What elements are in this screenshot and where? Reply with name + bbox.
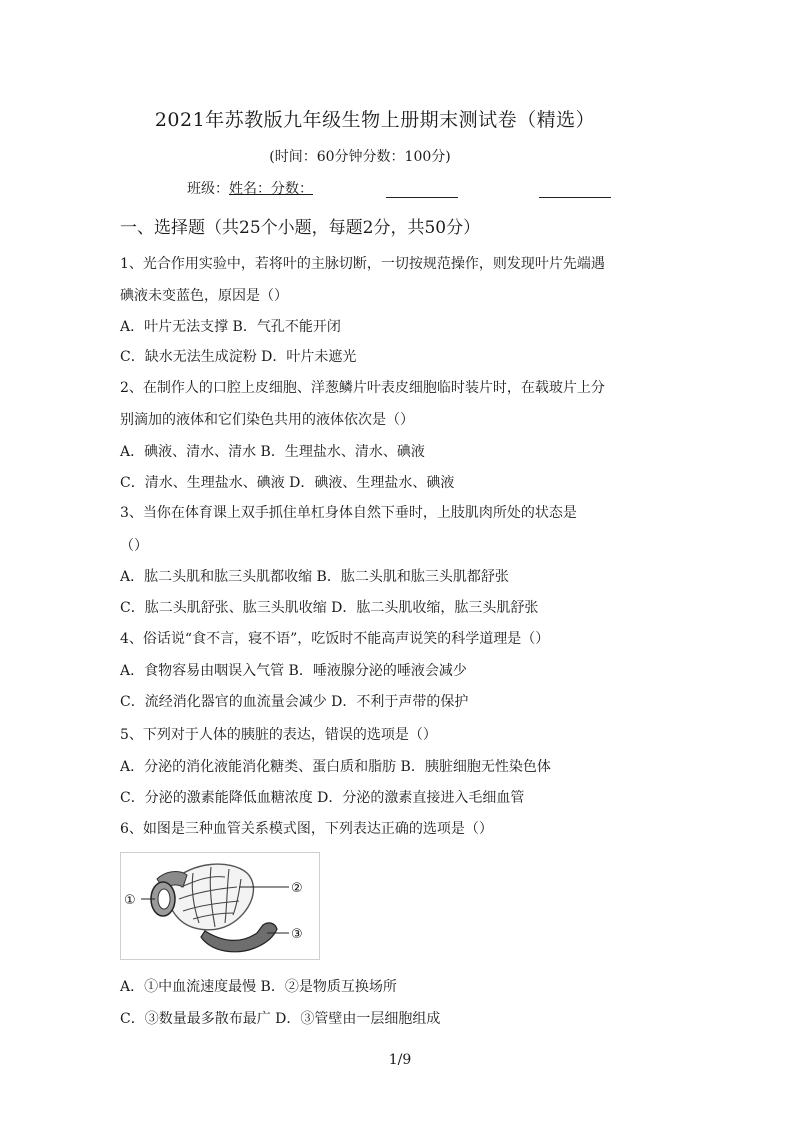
- question-3-options-cd: C．肱二头肌舒张、肱三头肌收缩 D．肱二头肌收缩，肱三头肌舒张: [120, 600, 539, 616]
- question-1-stem-line-1: 1、光合作用实验中，若将叶的主脉切断，一切按规范操作，则发现叶片先端遇: [120, 256, 605, 272]
- blood-vessel-illustration: [121, 853, 319, 959]
- blank-line-2: [539, 197, 611, 198]
- question-4-options-ab: A．食物容易由咽误入气管 B．唾液腺分泌的唾液会减少: [120, 663, 467, 679]
- question-4-options-cd: C．流经消化器官的血流量会减少 D．不利于声带的保护: [120, 694, 469, 710]
- page-number: 1/9: [388, 1052, 412, 1068]
- blank-line-1: [386, 197, 458, 198]
- question-4-stem: 4、俗话说“食不言，寝不语”，吃饭时不能高声说笑的科学道理是（）: [120, 631, 550, 647]
- name-score-label: 姓名：分数：: [229, 181, 313, 197]
- question-1-stem-line-2: 碘液未变蓝色，原因是（）: [120, 288, 288, 304]
- question-5-options-cd: C．分泌的激素能降低血糖浓度 D．分泌的激素直接进入毛细血管: [120, 790, 525, 806]
- question-2-options-cd: C．清水、生理盐水、碘液 D．碘液、生理盐水、碘液: [120, 475, 455, 491]
- question-3-stem-line-1: 3、当你在体育课上双手抓住单杠身体自然下垂时，上肢肌肉所处的状态是: [120, 505, 577, 521]
- question-1-options-cd: C．缺水无法生成淀粉 D．叶片未遮光: [120, 349, 357, 365]
- exam-info: (时间：60分钟分数：100分): [269, 149, 451, 165]
- question-3-stem-line-2: （）: [120, 538, 148, 554]
- class-label: 班级：: [187, 181, 229, 197]
- question-5-stem: 5、下列对于人体的胰脏的表达，错误的选项是（）: [120, 727, 437, 743]
- question-1-options-ab: A．叶片无法支撑 B．气孔不能开闭: [120, 319, 341, 335]
- blood-vessel-diagram: [120, 852, 320, 960]
- question-2-stem-line-2: 别滴加的液体和它们染色共用的液体依次是（）: [120, 412, 414, 428]
- question-2-stem-line-1: 2、在制作人的口腔上皮细胞、洋葱鳞片叶表皮细胞临时装片时，在载玻片上分: [120, 380, 605, 396]
- student-info-line: [187, 178, 313, 198]
- question-3-options-ab: A．肱二头肌和肱三头肌都收缩 B．肱二头肌和肱三头肌都舒张: [120, 569, 509, 585]
- question-6-options-ab: A．①中血流速度最慢 B．②是物质互换场所: [120, 979, 397, 995]
- question-2-options-ab: A．碘液、清水、清水 B．生理盐水、清水、碘液: [120, 444, 425, 460]
- question-5-options-ab: A．分泌的消化液能消化糖类、蛋白质和脂肪 B．胰脏细胞无性染色体: [120, 759, 551, 775]
- label-2: ②: [291, 881, 303, 896]
- page-title: 2021年苏教版九年级生物上册期末测试卷（精选）: [154, 109, 596, 131]
- section-title: 一、选择题（共25个小题，每题2分，共50分）: [120, 218, 481, 238]
- label-1: ①: [124, 893, 136, 908]
- label-3: ③: [291, 927, 303, 942]
- question-6-options-cd: C．③数量最多散布最广 D．③管壁由一层细胞组成: [120, 1011, 441, 1027]
- question-6-stem: 6、如图是三种血管关系模式图，下列表达正确的选项是（）: [120, 821, 493, 837]
